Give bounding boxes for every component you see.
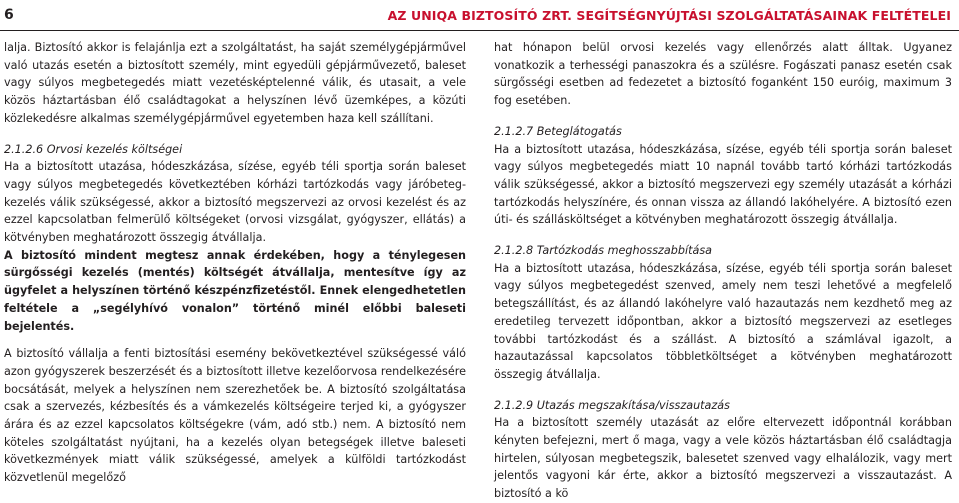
section-2-1-2-6-title: 2.1.2.6 Orvosi kezelés költségei bbox=[4, 142, 183, 156]
section-2-1-2-9-title: 2.1.2.9 Utazás megszakítása/visszautazás bbox=[494, 398, 730, 412]
section-2-1-2-7-paragraph: Ha a biztosított utazása, hódeszkázása, sízése, egyéb téli sportja során baleset vagy súlyos megbetegedés miatt 10 napnál tovább tartó kórházi tartózkodás válik szükségessé, akkor a biztosító megszervezi egy személy utazását a kórházi tartózkodás helyszínére, és onnan vissza az állandó lakóhelyére. A biztosító ezen úti- és szállásköltséget a kötvényben meghatározott összegig átvállalja. bbox=[494, 142, 952, 227]
left-column bbox=[4, 39, 466, 487]
right-column bbox=[494, 39, 952, 503]
right-intro-paragraph: hat hónapon belül orvosi kezelés vagy ellenőrzés alatt álltak. Ugyanez vonatkozik a terhességi panaszokra és a szülésre. Fogászati panasz esetén csak sürgősségi esetben ad fedezetet a biztosító foganként 150 euróig, maximum 3 fog esetében. bbox=[494, 41, 952, 108]
header-divider bbox=[0, 30, 959, 31]
section-2-1-2-7-title: 2.1.2.7 Beteglátogatás bbox=[494, 124, 622, 138]
section-2-1-2-6-paragraph: Ha a biztosított utazása, hódeszkázása, sízése, egyéb téli sportja során baleset vagy súlyos megbetegedés következtében kórházi tartózkodás vagy járóbeteg-kezelés válik szükségessé, akkor a biztosító megszervezi az orvosi kezelést és az ezzel kapcsolatban felmerülő költségeket (orvosi vizsgálat, gyógyszer, ellátás) a kötvényben meghatározott összegig átvállalja. bbox=[4, 160, 466, 245]
page-number: 6 bbox=[4, 7, 14, 23]
document-title: AZ UNIQA BIZTOSÍTÓ ZRT. SEGÍTSÉGNYÚJTÁSI SZOLGÁLTATÁSAINAK FELTÉTELEI bbox=[387, 8, 951, 23]
section-2-1-2-6-bold-paragraph: A biztosító mindent megtesz annak érdekében, hogy a ténylegesen sürgősségi kezelés (mentés) költségét átvállalja, mentesítve így az ügyfelet a helyszínen történő készpénzfizetéstől. Ennek elengedhetetlen feltétele a „segélyhívó vonalon” történő minél előbbi baleseti bejelentés. bbox=[4, 248, 466, 333]
section-2-1-2-6-medication-paragraph: A biztosító vállalja a fenti biztosítási esemény bekövetkeztével szükségessé váló azon gyógyszerek beszerzését és a biztosított illetve kezelőorvosa rendelkezésére bocsátását, melyek a helyszínen nem szerezhetőek be. A biztosító szolgáltatása csak a szervezés, kézbesítés és a vámkezelés költségeire terjed ki, a gyógyszer árára és az ezzel kapcsolatos költségekre (vám, adó stb.) nem. A biztosító nem köteles szolgáltatást nyújtani, ha a kezelés olyan betegségek illetve baleseti következmények miatt válik szükségessé, amelyek a külföldi tartózkodást közvetlenül megelőző bbox=[4, 347, 466, 485]
section-2-1-2-8-paragraph: Ha a biztosított utazása, hódeszkázása, sízése, egyéb téli sportja során baleset vagy súlyos megbetegedést szenved, amely nem teszi lehetővé a megfelelő betegszállítást, és az állandó lakóhelyre való hazautazás nem kezdhető meg az eredetileg tervezett időpontban, akkor a biztosító megszervezi az esetleges további tartózkodást és a szállást. A biztosító a számlával igazolt, a hazautazással kapcsolatos többletköltséget a kötvényben meghatározott összegig átvállalja. bbox=[494, 261, 952, 381]
section-2-1-2-8-title: 2.1.2.8 Tartózkodás meghosszabbítása bbox=[494, 244, 713, 258]
page-header bbox=[0, 0, 959, 31]
left-intro-paragraph: lalja. Biztosító akkor is felajánlja ezt a szolgáltatást, ha saját személygépjárművel való utazás esetén a biztosított személy, mint egyedüli gépjárművezető, baleset vagy súlyos megbetegedés miatt vezetésképtelenné válik, és utasait, a vele közös háztartásban élő családtagokat a helyszínen lévő üzemképes, a közúti közlekedésre alkalmas személygépjárművel egyetemben haza kell szállítani. bbox=[4, 41, 466, 125]
section-2-1-2-9-paragraph: Ha a biztosított személy utazását az előre eltervezett időpontnál korábban kényten befejezni, mert ő maga, vagy a vele közös háztartásban élő családtagja hirtelen, súlyosan megbetegszik, balesetet szenved vagy elhalálozik, vagy mert jelentős vagyoni kár érte, akkor a biztosító megszervezi a visszautazást. A biztosító a kö bbox=[494, 416, 952, 501]
